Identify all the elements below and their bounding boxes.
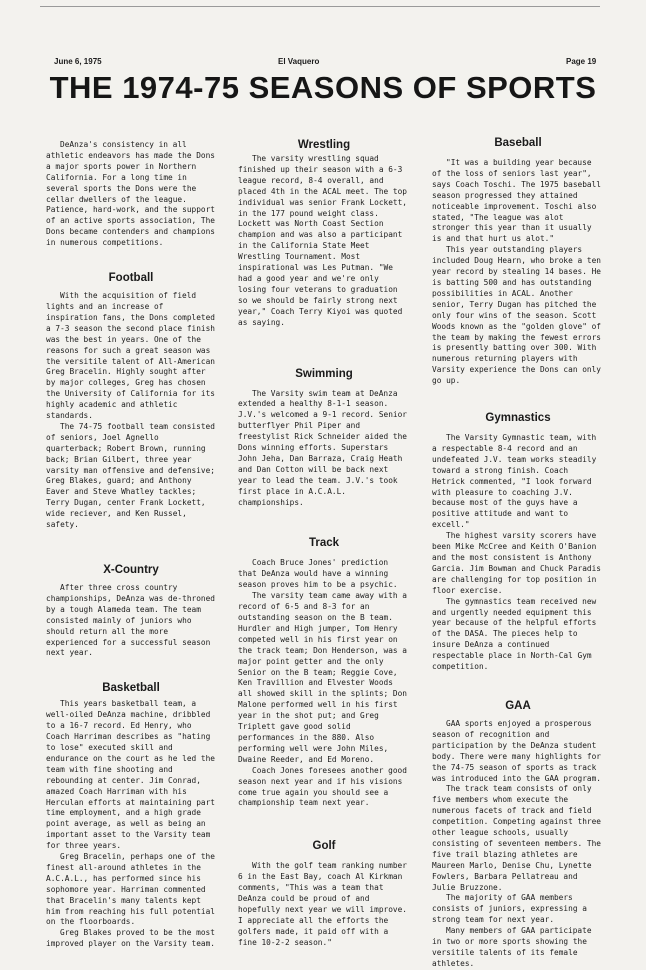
golf-heading: Golf — [312, 840, 336, 853]
golf-paragraph: With the golf team ranking number 6 in the East Bay, coach Al Kirkman comments, "This was a team that DeAnza could be proud of and hopefully next year we will improve. I appreciate all the efforts the golfers made, it paid off with a fine 10-2-2 season." — [238, 861, 407, 947]
football-section — [46, 271, 216, 531]
column-right — [432, 136, 604, 970]
basketball-section — [46, 681, 216, 950]
top-rule — [40, 6, 600, 7]
publication-name: El Vaquero — [278, 57, 320, 66]
baseball-paragraph: This year outstanding players included Doug Hearn, who broke a ten year record by stealing 14 bases. He is batting 500 and has outstanding possibilities in ACAL. Another senior, Terry Dugan has pitched the only four wins of the season. Scott Woods known as the "golden glove" of the team by making the fewest errors is presently batting over 300. With numerous returning players with Varsity experience the Dons can only go up. — [432, 245, 601, 386]
column-middle — [238, 138, 410, 949]
wrestling-section — [238, 138, 410, 329]
wrestling-paragraph: The varsity wrestling squad finished up their season with a 6-3 league record, 8-4 overall, and placed 4th in the ACAL meet. The top individual was senior Frank Lockett, in the 177 pound weight class. Lockett was North Coast Section champion and was also a participant in the California State Meet Wrestling Tournament. Most inspirational was Les Putman. "We had a good year and we're only losing four veterans to graduation so we should be fairly strong next year," Coach Terry Kiyoi was quoted as saying. — [238, 154, 407, 327]
column-left — [46, 140, 216, 950]
baseball-section — [432, 136, 604, 387]
basketball-paragraph: This years basketball team, a well-oiled DeAnza machine, dribbled to a 16-7 record. Ed Henry, who Coach Harriman describes as "hating to lose" executed skill and endurance on the court as he led the team with fine shooting and rebounding at center. Jim Conrad, amazed Coach Harriman with his Herculan efforts at maintaining part time employment, and a high grade point average, as well as being an important asset to the Varsity team for three years. — [46, 699, 215, 851]
gymnastics-paragraph: The gymnastics team received new and urgently needed equipment this year because of the helpful efforts of the DASA. The pieces help to insure DeAnza a continued respectable place in North-Cal Gym competition. — [432, 596, 597, 672]
track-paragraph: Coach Jones foresees another good season next year and if his visions come true again you should see a championship team next year. — [238, 765, 407, 808]
football-heading: Football — [108, 272, 154, 285]
gymnastics-heading: Gymnastics — [485, 412, 551, 425]
track-heading: Track — [308, 537, 340, 550]
track-paragraph: Coach Bruce Jones' prediction that DeAnza would have a winning season proves him to be a psychic. — [238, 558, 398, 590]
xcountry-section — [46, 563, 216, 659]
basketball-heading: Basketball — [102, 682, 160, 695]
gymnastics-section — [432, 411, 604, 673]
swimming-section — [238, 367, 410, 509]
xcountry-paragraph: After three cross country championships, DeAnza was de-throned by a tough Alameda team. The team consisted mainly of juniors who should return all the more experienced for a successful season next year. — [46, 583, 215, 658]
xcountry-heading: X-Country — [103, 564, 159, 576]
intro-paragraph: DeAnza's consistency in all athletic endeavors has made the Dons a major sports power in Northern California. For a long time in several sports the Dons were the cellar dwellers of the league. Patience, hard-work, and the support of an active sports association, The Dons became contenders and champions in numerous competitions. — [46, 140, 215, 248]
gaa-heading: GAA — [505, 699, 531, 712]
basketball-paragraph: Greg Bracelin, perhaps one of the finest all-around athletes in the A.C.A.L., has performed since his sophomore year. Harriman commented that Bracelin's many talents kept him from reaching his full potential on the floorboards. — [46, 852, 215, 927]
football-paragraph: With the acquisition of field lights and an increase of inspiration fans, the Dons completed a 7-3 season the second place finish was the best in years. One of the reasons for such a great season was the versitile talent of All-American Greg Bracelin. Highly sought after by major colleges, Greg has chosen the University of California for its highly academic and athletic standards. — [46, 291, 215, 421]
page-title: THE 1974-75 SEASONS OF SPORTS — [49, 70, 597, 105]
swimming-heading: Swimming — [295, 367, 353, 380]
gaa-paragraph: Many members of GAA participate in two or more sports showing the versitile talents of its female athletes. — [432, 926, 592, 968]
track-section — [238, 536, 410, 809]
track-paragraph: The varsity team came away with a record of 6-5 and 8-3 for an outstanding season on the B team. Hurdler and High jumper, Tom Henry competed well in his first year on the track team; Don Henderson, was a major point getter and the only Senior on the B team; Reggie Cove, Ken Travillion and Elvester Woods all showed skill in the splints; Don Malone performed well in his first year in the shot put; and Greg Triplett gave good solid performances in the 880. Also performing well were John Miles, Dwaine Reeder, and Ed Moreno. — [238, 591, 407, 764]
basketball-paragraph: Greg Blakes proved to be the most improved player on the Varsity team. — [46, 928, 215, 949]
gymnastics-paragraph: The Varsity Gymnastic team, with a respectable 8-4 record and an undefeated J.V. team works steadily toward a strong finish. Coach Hetrick commented, "I look forward with pleasure to coaching J.V. because most of the guys have a positive attitude and want to excell." — [432, 433, 597, 530]
baseball-heading: Baseball — [494, 137, 542, 149]
swimming-paragraph: The Varsity swim team at DeAnza extended a healthy 8-1-1 season. J.V.'s welcomed a 9-1 record. Senior butterflyer Phil Piper and freestylist Rick Schneider aided the Dons winning efforts. Superstars John Jeha, Dan Barraza, Craig Heath and Dan Cotton will be back next year to lead the team. J.V.'s took first place in A.C.A.L. championships. — [238, 388, 407, 507]
gaa-paragraph: The track team consists of only five members whom execute the numerous facets of track and field competition. Competing against three other league schools, usually consisting of seventeen members. The five trail blazing athletes are Maureen Marlo, Denise Chu, Lynette Fowlers, Barbara Pellatreau and Julie Bruzzone. — [432, 784, 601, 892]
issue-date: June 6, 1975 — [54, 57, 102, 66]
gymnastics-paragraph: The highest varsity scorers have been Mike McCree and Keith O'Banion and the most consistent is Anthony Garcia. Jim Bowman and Chuck Paradis are challenging for top position in floor exercise. — [432, 531, 601, 595]
gaa-paragraph: The majority of GAA members consists of juniors, expressing a strong team for next year. — [432, 893, 587, 925]
baseball-paragraph: "It was a building year because of the loss of seniors last year", says Coach Toschi. The 1975 baseball season progressed they attained noticeable improvement. Toschi also stated, "The league was alot stronger this year than it usually is and that hurt us alot." — [432, 158, 601, 244]
page-number: Page 19 — [566, 57, 597, 66]
gaa-section — [432, 699, 604, 970]
golf-section — [238, 839, 410, 948]
wrestling-heading: Wrestling — [297, 139, 351, 151]
gaa-paragraph: GAA sports enjoyed a prosperous season of recognition and participation by the DeAnza student body. There were many highlights for the 74-75 season of sports as track was introduced into the GAA program. — [432, 718, 601, 783]
football-paragraph: The 74-75 football team consisted of seniors, Joel Agnello quarterback; Robert Brown, running back; Brian Gilbert, three year varsity man offensive and defensive; Greg Blakes, guard; and Anthony Eaver and Steve Whatley tackles; Terry Dugan, center Frank Lockett, wide reciever, and Ken Russel, safety. — [46, 421, 215, 530]
